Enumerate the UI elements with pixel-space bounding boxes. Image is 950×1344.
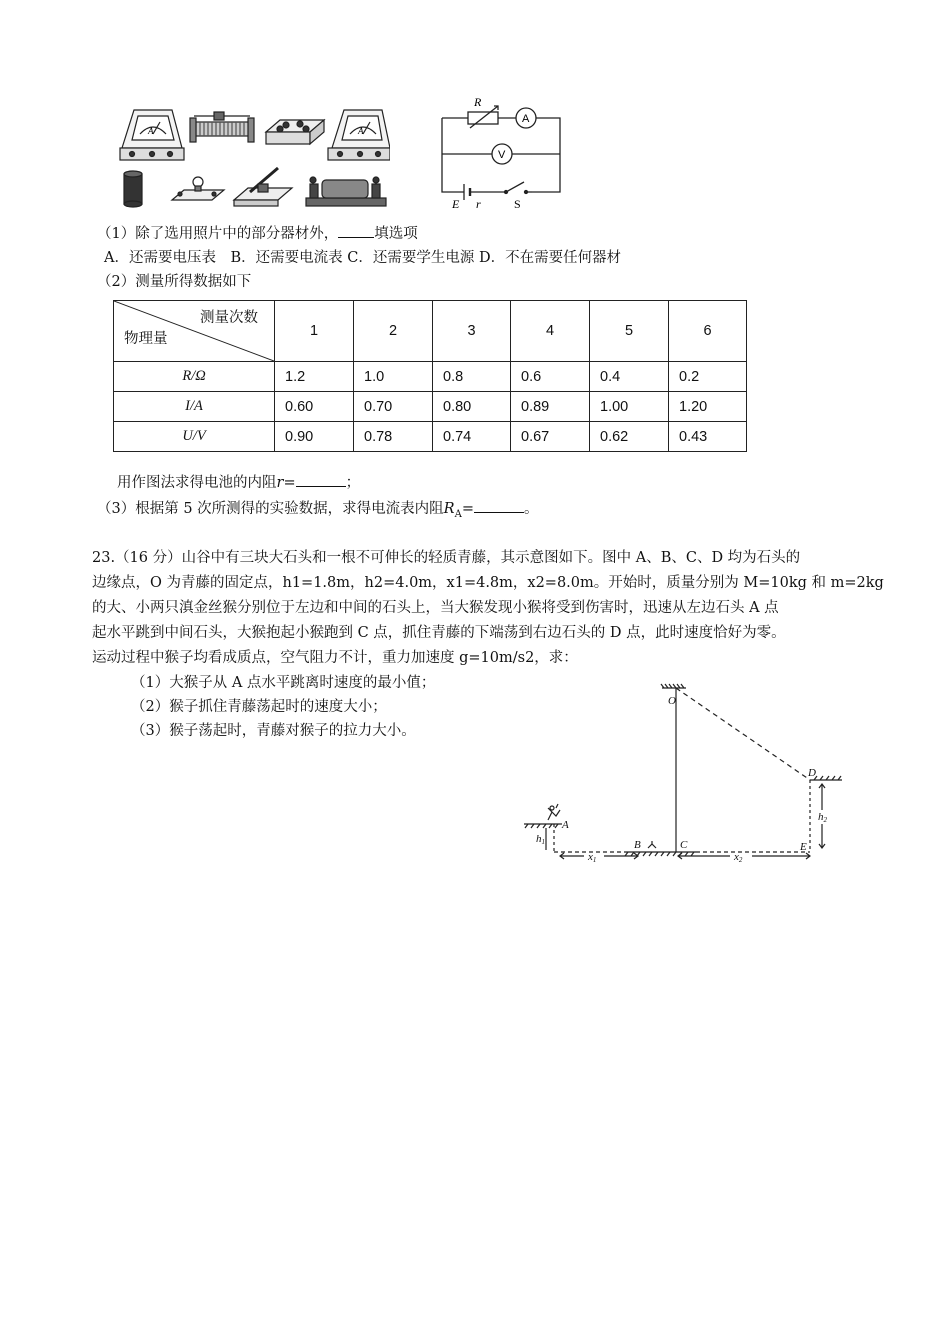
rheostat-photo-icon	[190, 112, 254, 142]
q1-text-after: 填选项	[374, 226, 418, 242]
table-cell: 0.6	[511, 362, 590, 392]
equals: =	[461, 501, 474, 517]
ammeter-label: A	[522, 113, 530, 125]
period: 。	[523, 501, 539, 517]
vine-swing-path	[676, 688, 810, 780]
table-cell: 0.90	[275, 422, 354, 452]
voltmeter-label: V	[498, 149, 506, 161]
data-table	[113, 300, 747, 452]
table-row	[114, 392, 747, 422]
table-cell: 0.89	[511, 392, 590, 422]
small-monkey-icon	[648, 841, 656, 848]
point-o-label: O	[668, 695, 676, 707]
table-cell: 0.78	[354, 422, 433, 452]
table-cell: 0.43	[669, 422, 747, 452]
table-cell: 0.2	[669, 362, 747, 392]
table-cell: 0.74	[433, 422, 511, 452]
header-quantity: 物理量	[124, 331, 168, 347]
table-cell: 1.20	[669, 392, 747, 422]
apparatus-photo	[110, 100, 390, 210]
coil-icon	[124, 171, 142, 207]
table-header-row	[114, 301, 747, 362]
meter-face-label-2: A	[358, 126, 364, 136]
col-header: 3	[433, 301, 511, 362]
col-header: 2	[354, 301, 433, 362]
switch-photo-icon	[234, 168, 292, 206]
h2-label: h2	[818, 811, 827, 824]
point-b-label: B	[634, 839, 641, 851]
table-cell: 0.62	[590, 422, 669, 452]
q1-options: A．还需要电压表 B．还需要电流表 C．还需要学生电源 D．不在需要任何器材	[104, 250, 622, 266]
table-cell: 0.8	[433, 362, 511, 392]
q1-line	[97, 223, 418, 244]
circuit-diagram	[432, 92, 572, 212]
var-ra-sub: A	[454, 508, 462, 520]
h1-label: h1	[536, 833, 545, 846]
semicolon: ；	[345, 475, 361, 491]
point-e-label: E	[800, 841, 807, 853]
x2-label: x2	[734, 851, 743, 864]
table-cell: 1.00	[590, 392, 669, 422]
p23-line-1: 23.（16 分）山谷中有三块大石头和一根不可伸长的轻质青藤，其示意图如下。图中 A、B、C、D 均为石头的	[92, 550, 801, 566]
col-header: 5	[590, 301, 669, 362]
col-header: 4	[511, 301, 590, 362]
point-a-label: A	[562, 819, 569, 831]
graph-method-text: 用作图法求得电池的内阻	[117, 475, 277, 491]
table-cell: 0.60	[275, 392, 354, 422]
switch-label: S	[514, 197, 521, 211]
table-cell: 1.0	[354, 362, 433, 392]
row-label-r: R/Ω	[114, 362, 275, 392]
point-c-label: C	[680, 839, 688, 851]
internal-resistance-label: r	[476, 197, 481, 211]
table-cell: 1.2	[275, 362, 354, 392]
resistor-box-icon	[266, 120, 324, 144]
table-cell: 0.67	[511, 422, 590, 452]
point-d-label: D	[808, 767, 816, 779]
table-row	[114, 362, 747, 392]
var-r: r	[276, 475, 284, 491]
graph-method-line	[117, 472, 360, 493]
q3-line	[97, 498, 538, 525]
emf-label: E	[452, 197, 460, 211]
p23-line-4: 起水平跳到中间石头，大猴抱起小猴跑到 C 点，抓住青藤的下端荡到右边石头的 D 点，此时速度恰好为零。	[92, 625, 786, 641]
p23-line-3: 的大、小两只滇金丝猴分别位于左边和中间的石头上，当大猴发现小猴将受到伤害时，迅速从左边石头 A 点	[92, 600, 779, 616]
equals: =	[283, 475, 296, 491]
bulb-icon	[172, 177, 224, 200]
table-cell: 0.70	[354, 392, 433, 422]
meter-face-label: A	[148, 126, 154, 136]
q1-text: （1）除了选用照片中的部分器材外，	[97, 226, 339, 242]
r-answer-blank	[296, 472, 346, 487]
table-row	[114, 422, 747, 452]
battery-holder-icon	[306, 177, 386, 206]
p23-sub-1: （1）大猴子从 A 点水平跳离时速度的最小值；	[131, 675, 436, 691]
rheostat-label: R	[474, 95, 482, 109]
table-corner-cell	[114, 301, 275, 362]
x1-label: x1	[588, 851, 597, 864]
p23-line-5: 运动过程中猴子均看成质点，空气阻力不计，重力加速度 g=10m/s2，求：	[92, 650, 578, 666]
table-cell: 0.4	[590, 362, 669, 392]
header-trial-count: 测量次数	[200, 310, 258, 326]
p23-line-2: 边缘点，O 为青藤的固定点，h1=1.8m，h2=4.0m，x1=4.8m，x2=8.0m。开始时，质量分别为 M=10kg 和 m=2kg	[92, 575, 884, 591]
valley-diagram	[520, 680, 850, 880]
table-cell: 0.80	[433, 392, 511, 422]
row-label-u: U/V	[114, 422, 275, 452]
row-label-i: I/A	[114, 392, 275, 422]
ra-answer-blank	[474, 498, 524, 513]
p23-sub-3: （3）猴子荡起时，青藤对猴子的拉力大小。	[131, 723, 416, 739]
q1-answer-blank	[338, 223, 374, 238]
var-ra: R	[443, 501, 455, 517]
switch-symbol	[506, 182, 524, 192]
q3-text: （3）根据第 5 次所测得的实验数据，求得电流表内阻	[97, 501, 444, 517]
p23-sub-2: （2）猴子抓住青藤荡起时的速度大小；	[131, 699, 387, 715]
col-header: 1	[275, 301, 354, 362]
col-header: 6	[669, 301, 747, 362]
q2-heading: （2）测量所得数据如下	[97, 274, 252, 290]
